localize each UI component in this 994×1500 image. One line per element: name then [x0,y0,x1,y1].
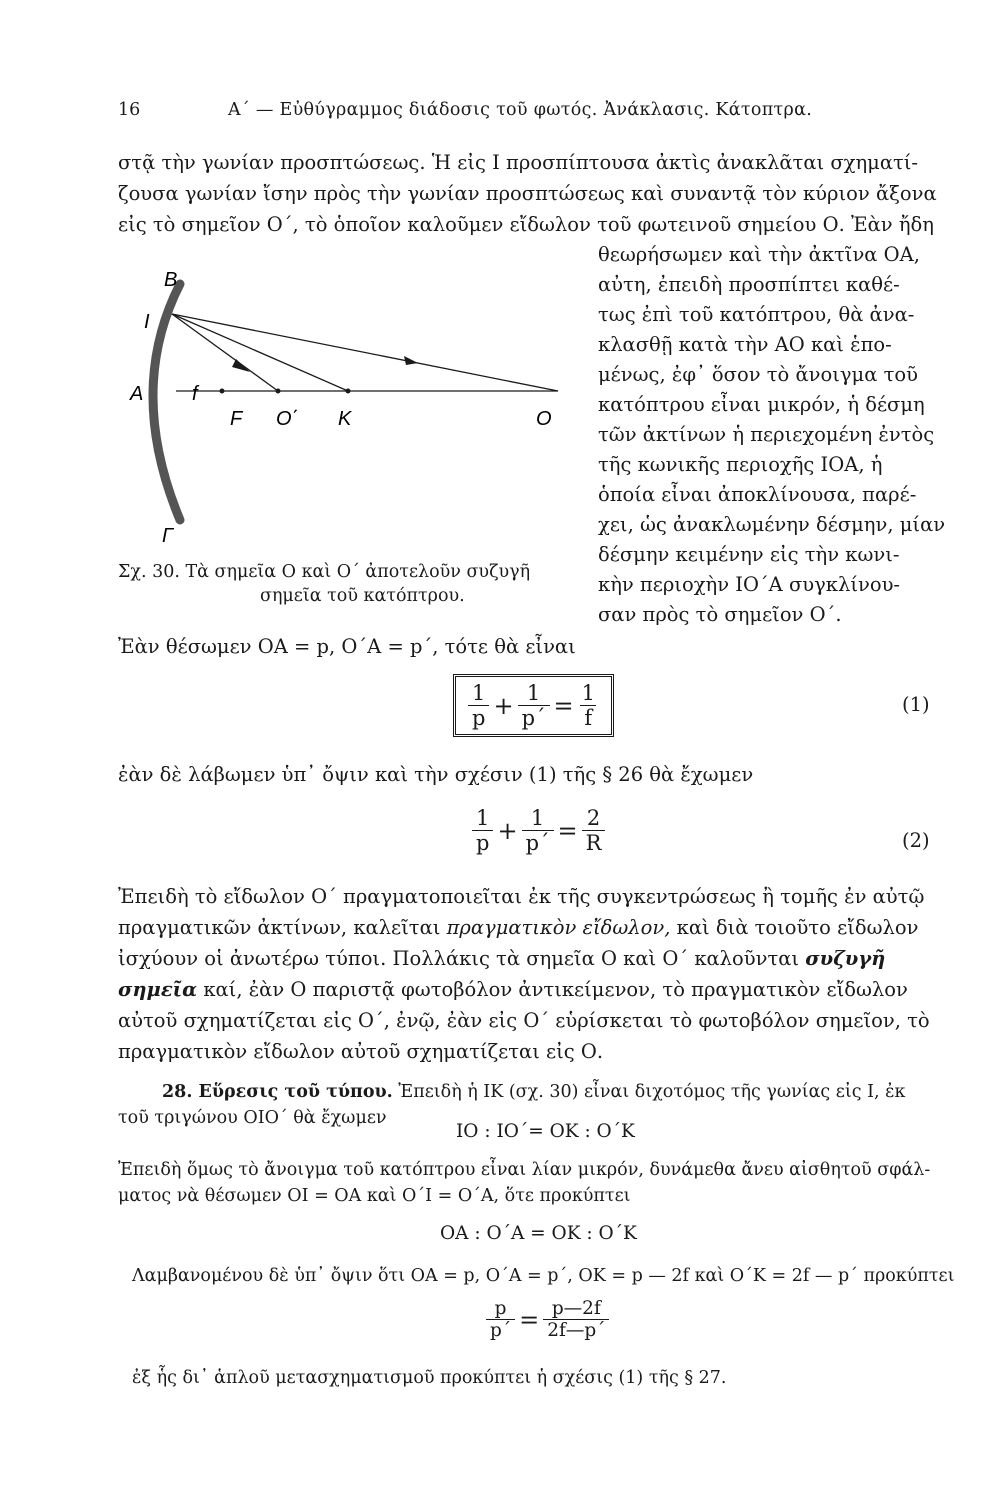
section-28-line-6: ἐξ ἧς δι᾽ ἁπλοῦ μετασχηματισμοῦ προκύπτει ἡ σχέσις (1) τῆς § 27. [132,1368,727,1388]
eq1-num-a: 1 [472,681,486,705]
side-line: τῆς κωνικῆς περιοχῆς ΙΟΑ, ἡ [598,453,883,476]
text-span: ἰσχύουν οἱ ἀνωτέρω τύποι. Πολλάκις τὰ σημεῖα Ο καὶ Ο΄ καλοῦνται [118,947,806,970]
equation-b: ΟΑ : Ο΄Α = ΟΚ : Ο΄Κ [440,1223,637,1244]
eqc-num-b: p—2f [551,1298,601,1319]
eq2-den-c: R [582,830,606,855]
label-I: I [144,311,150,333]
eq1-plus: + [493,691,514,720]
reflected-arrow-icon [232,359,250,372]
side-line: κὴν περιοχὴν ΙΟ΄Α συγκλίνου- [598,573,901,596]
eqc-equals: = [519,1305,540,1334]
side-line: αὐτη, ἐπειδὴ προσπίπτει καθέ- [598,273,900,296]
side-line: κατόπτρου εἶναι μικρόν, ἡ δέσμη [598,393,925,416]
side-line: τως ἐπὶ τοῦ κατόπτρου, θὰ ἀνα- [598,303,915,326]
label-A: A [130,383,144,405]
equation-c [484,1298,611,1341]
section-28-line-3: Ἐπειδὴ ὅμως τὸ ἄνοιγμα τοῦ κατόπτρου εἶναι λίαν μικρόν, δυνάμεθα ἄνευ αἰσθητοῦ σφάλ- [118,1160,931,1180]
side-column [598,240,945,630]
para3-line-5: αὐτοῦ σχηματίζεται εἰς Ο΄, ἐνῷ, ἐὰν εἰς Ο΄ εὑρίσκεται τὸ φωτοβόλον σημεῖον, τὸ [118,1009,930,1032]
text-span: πραγματικῶν ἀκτίνων, καλεῖται [118,916,447,939]
eq1-den-b: p΄ [518,705,550,730]
mirror-arc [153,284,180,520]
section-28-line-5: Λαμβανομένου δὲ ὑπ᾽ ὄψιν ὅτι ΟΑ = p, Ο΄Α = p΄, ΟΚ = p — 2f καὶ Ο΄Κ = 2f — p΄ προκύπτει [132,1266,955,1286]
side-line: μένως, ἐφ᾽ ὅσον τὸ ἄνοιγμα τοῦ [598,363,918,386]
equation-a: ΙΟ : ΙΟ΄= ΟΚ : Ο΄Κ [456,1121,635,1142]
para3-line-3 [118,944,885,974]
para3-line-2 [118,913,918,943]
side-line: δέσμην κειμένην εἰς τὴν κωνι- [598,543,900,566]
eq2-plus: + [497,816,518,845]
eqc-num-a: p [494,1298,507,1319]
eq2-den-a: p [472,830,493,855]
eq2-equals: = [557,816,578,845]
eq1-den-c: f [580,705,596,730]
running-title: Α΄ — Εὐθύγραμμος διάδοσις τοῦ φωτός. Ἀνάκλασις. Κάτοπτρα. [228,100,813,120]
side-line: θεωρήσωμεν καὶ τὴν ἀκτῖνα ΟΑ, [598,243,920,266]
eq2-num-a: 1 [476,806,490,830]
reflected-ray [172,314,278,391]
label-O: O [536,408,552,430]
side-line: σαν πρὸς τὸ σημεῖον Ο΄. [598,603,842,626]
eq2-den-b: p΄ [522,830,554,855]
point-K [346,389,351,394]
label-O-prime: O΄ [276,408,299,430]
side-line: κλασθῇ κατὰ τὴν ΑΟ καὶ ἑπο- [598,333,892,356]
side-line: τῶν ἀκτίνων ἡ περιεχομένη ἐντὸς [598,423,935,446]
figure-caption-line-1: Σχ. 30. Τὰ σημεῖα Ο καὶ Ο΄ ἀποτελοῦν συζυγῆ [118,562,531,582]
eqc-den-b: 2f—p΄ [543,1319,609,1341]
text-span: Ἐπειδὴ ἡ ΙΚ (σχ. 30) εἶναι διχοτόμος τῆς γωνίας εἰς Ι, ἐκ [392,1082,906,1102]
equation-2 [470,806,607,855]
side-line: ὁποία εἶναι ἀποκλίνουσα, παρέ- [598,483,917,506]
text-line: ἐὰν δὲ λάβωμεν ὑπ᾽ ὄψιν καὶ τὴν σχέσιν (1) τῆς § 26 θὰ ἔχωμεν [118,763,754,786]
eq2-num-c: 2 [586,806,601,830]
point-O-prime [276,389,281,394]
incident-arrow-icon [404,356,418,365]
text-line: Ἐὰν θέσωμεν ΟΑ = p, Ο΄Α = p΄, τότε θὰ εἶναι [118,635,576,658]
eq2-num-b: 1 [530,806,545,830]
section-28-line-1 [162,1078,905,1106]
eq1-num-c: 1 [581,681,595,705]
para3-line-1: Ἐπειδὴ τὸ εἴδωλον Ο΄ πραγματοποιεῖται ἐκ τῆς συγκεντρώσεως ἢ τομῆς ἐν αὐτῷ [118,885,925,908]
figure-caption-line-2: σημεῖα τοῦ κατόπτρου. [260,586,465,606]
eq1-den-a: p [468,705,489,730]
side-line: χει, ὡς ἀνακλωμένην δέσμην, μίαν [598,513,946,536]
section-heading: 28. Εὕρεσις τοῦ τύπου. [162,1082,393,1102]
italic-term: πραγματικὸν εἴδωλον, [446,916,671,939]
label-F: F [230,408,243,430]
text-span: καὶ διὰ τοιοῦτο εἴδωλον [670,916,919,939]
text-span: καί, ἐὰν Ο παριστᾷ φωτοβόλον ἀντικείμενον, τὸ πραγματικὸν εἴδωλον [197,978,908,1001]
equation-1-label: (1) [902,693,930,716]
intro-line-1: στᾷ τὴν γωνίαν προσπτώσεως. Ἡ εἰς Ι προσπίπτουσα ἀκτὶς ἀνακλᾶται σχηματί- [118,151,919,174]
section-28-line-4: ματος νὰ θέσωμεν ΟΙ = ΟΑ καὶ Ο΄Ι = Ο΄Α, ὅτε προκύπτει [118,1186,631,1206]
page-number: 16 [118,100,141,120]
label-B: B [164,269,178,291]
label-K: K [338,408,352,430]
eq1-equals: = [553,691,574,720]
label-Gamma: Γ [162,525,174,547]
para3-line-6: πραγματικὸν εἴδωλον αὐτοῦ σχηματίζεται εἰς Ο. [118,1040,604,1063]
point-F [220,389,225,394]
equation-2-label: (2) [902,829,930,852]
eq1-num-b: 1 [526,681,541,705]
eqc-den-a: p΄ [486,1319,515,1341]
bold-term: σημεῖα [118,978,198,1001]
para3-line-4 [118,975,908,1005]
incident-ray [172,314,558,391]
label-f: f [192,383,198,405]
intro-line-3: εἰς τὸ σημεῖον Ο΄, τὸ ὁποῖον καλοῦμεν εἴδωλον τοῦ φωτεινοῦ σημείου Ο. Ἐὰν ἤδη [118,213,934,236]
section-28-line-2: τοῦ τριγώνου ΟΙΟ΄ θὰ ἔχωμεν [118,1108,387,1128]
mirror-figure [118,262,588,552]
bold-term: συζυγῆ [805,947,886,970]
intro-line-2: ζουσα γωνίαν ἴσην πρὸς τὴν γωνίαν προσπτώσεως καὶ συναντᾷ τὸν κύριον ἄξονα [118,182,937,205]
equation-1 [453,674,614,737]
normal-ray-IK [172,314,348,391]
